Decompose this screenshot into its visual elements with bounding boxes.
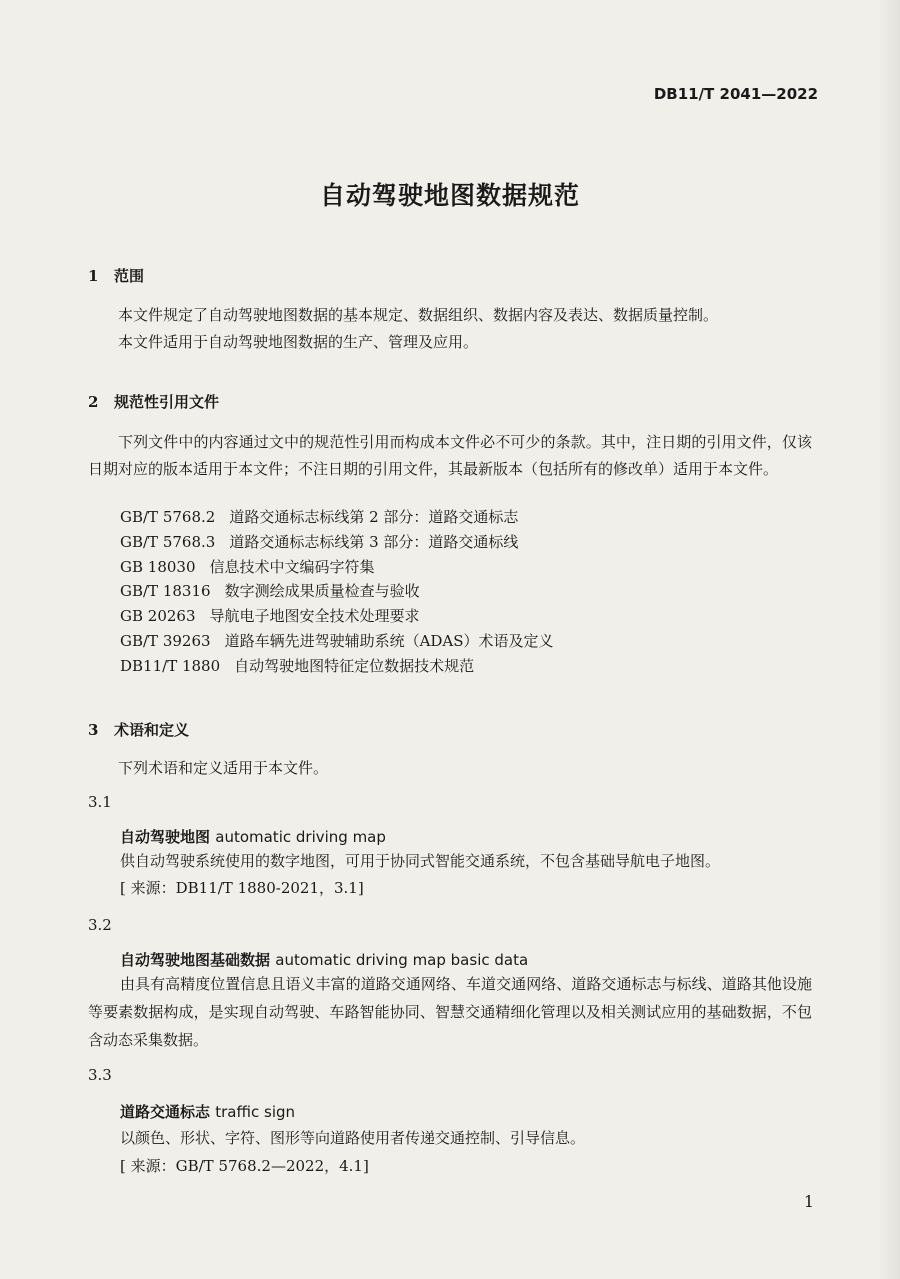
- page-number: 1: [803, 1192, 814, 1211]
- reference-title: 自动驾驶地图特征定位数据技术规范: [234, 656, 475, 675]
- term-zh: 自动驾驶地图: [120, 828, 211, 846]
- term-number: 3.1: [88, 793, 112, 811]
- term-en: automatic driving map: [215, 828, 386, 846]
- term-en: traffic sign: [215, 1103, 296, 1121]
- reference-code: GB/T 5768.2: [120, 508, 216, 526]
- section-title: 规范性引用文件: [114, 393, 220, 411]
- section-title: 范围: [114, 267, 145, 285]
- list-item: [120, 654, 554, 679]
- list-item: [120, 505, 554, 530]
- page-title: 自动驾驶地图数据规范: [319, 181, 580, 210]
- reference-code: DB11/T 1880: [120, 656, 221, 675]
- paragraph: 本文件适用于自动驾驶地图数据的生产、管理及应用。: [118, 333, 479, 351]
- term-definition: 以颜色、形状、字符、图形等向道路使用者传递交通控制、引导信息。: [120, 1129, 586, 1147]
- section-heading-scope: [88, 265, 144, 286]
- list-item: [120, 629, 554, 654]
- term-source: [ 来源：DB11/T 1880-2021，3.1]: [120, 879, 364, 897]
- reference-title: 信息技术中文编码字符集: [209, 557, 375, 576]
- reference-title: 道路交通标志标线第 3 部分：道路交通标线: [229, 532, 519, 551]
- section-number: 3: [88, 721, 99, 739]
- term-heading: [120, 949, 528, 970]
- term-definition: 由具有高精度位置信息且语义丰富的道路交通网络、车道交通网络、道路交通标志与标线、道路其他设施等要素数据构成，是实现自动驾驶、车路智能协同、智慧交通精细化管理以及相关测试应用的基础数据，不包含动态采集数据。: [88, 975, 812, 1049]
- term-en: automatic driving map basic data: [275, 951, 529, 969]
- reference-title: 数字测绘成果质量检查与验收: [224, 582, 420, 601]
- reference-title: 导航电子地图安全技术处理要求: [209, 607, 420, 626]
- reference-code: GB 20263: [120, 607, 196, 626]
- reference-code: GB 18030: [120, 557, 196, 576]
- document-code: DB11/T 2041—2022: [653, 85, 818, 103]
- list-item: [120, 579, 554, 604]
- paragraph: 下列术语和定义适用于本文件。: [118, 759, 329, 777]
- section-heading-normative-refs: [88, 391, 219, 412]
- reference-list: [120, 505, 554, 679]
- section-title: 术语和定义: [114, 721, 190, 739]
- term-zh: 自动驾驶地图基础数据: [120, 951, 271, 969]
- list-item: [120, 530, 554, 555]
- paragraph: 本文件规定了自动驾驶地图数据的基本规定、数据组织、数据内容及表达、数据质量控制。: [118, 306, 719, 324]
- paragraph: 下列文件中的内容通过文中的规范性引用而构成本文件必不可少的条款。其中，注日期的引用文件，仅该日期对应的版本适用于本文件；不注日期的引用文件，其最新版本（包括所有的修改单）适用于本文件。: [88, 433, 812, 478]
- reference-code: GB/T 18316: [120, 582, 211, 601]
- term-heading: [120, 1101, 295, 1122]
- term-definition: 供自动驾驶系统使用的数字地图，可用于协同式智能交通系统，不包含基础导航电子地图。: [120, 852, 721, 870]
- reference-code: GB/T 5768.3: [120, 532, 216, 551]
- list-item: [120, 555, 554, 580]
- list-item: [120, 604, 554, 629]
- reference-title: 道路车辆先进驾驶辅助系统（ADAS）术语及定义: [224, 631, 554, 650]
- section-number: 1: [88, 267, 99, 285]
- section-number: 2: [88, 393, 99, 411]
- reference-code: GB/T 39263: [120, 631, 211, 650]
- term-number: 3.2: [88, 916, 112, 934]
- term-heading: [120, 826, 386, 847]
- reference-title: 道路交通标志标线第 2 部分：道路交通标志: [229, 508, 519, 526]
- section-heading-terms: [88, 719, 189, 740]
- term-zh: 道路交通标志: [120, 1103, 211, 1121]
- term-source: [ 来源：GB/T 5768.2—2022，4.1]: [120, 1157, 369, 1175]
- term-number: 3.3: [88, 1066, 112, 1084]
